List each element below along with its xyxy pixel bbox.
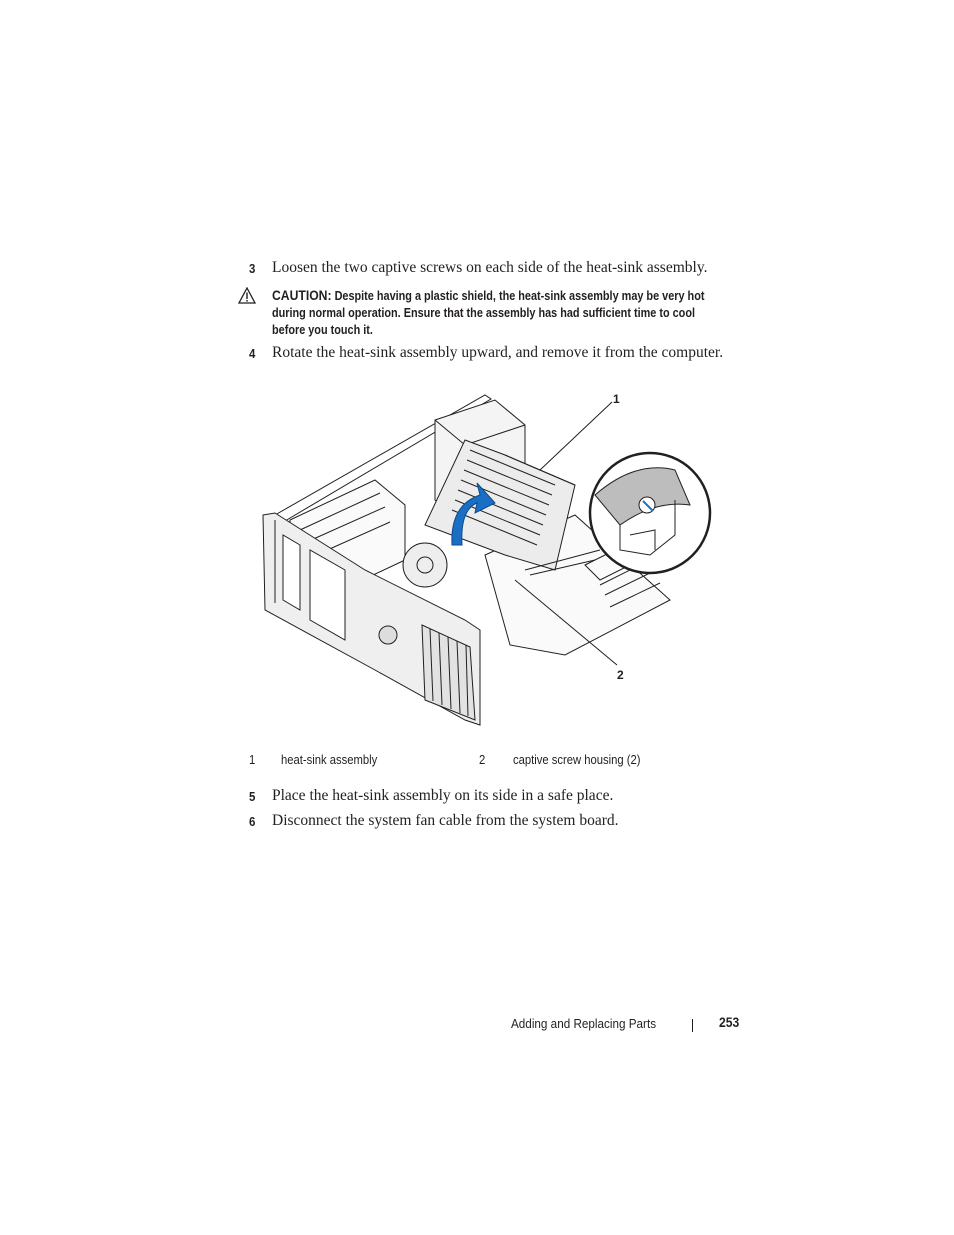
- caution-text: Despite having a plastic shield, the heat-sink assembly may be very hot during normal operation. Ensure that the assembly has had sufficient time to cool before you touch it.: [272, 289, 705, 337]
- warning-triangle-icon: [238, 287, 256, 304]
- caution-note: [272, 287, 724, 339]
- page-number: 253: [719, 1015, 740, 1030]
- heat-sink-removal-illustration: [255, 385, 725, 730]
- step-text: Disconnect the system fan cable from the system board.: [272, 812, 619, 829]
- callout-2: 2: [617, 668, 624, 682]
- legend-label: captive screw housing (2): [513, 753, 641, 767]
- legend-num: 2: [479, 753, 486, 767]
- footer-separator: [692, 1019, 693, 1032]
- legend-num: 1: [249, 753, 256, 767]
- step-text: Place the heat-sink assembly on its side in a safe place.: [272, 787, 614, 804]
- step-text: Rotate the heat-sink assembly upward, and remove it from the computer.: [272, 344, 724, 361]
- step-number: 3: [249, 261, 256, 276]
- caution-label: CAUTION:: [272, 287, 332, 303]
- step-number: 5: [249, 789, 256, 804]
- step-number: 4: [249, 346, 256, 361]
- step-number: 6: [249, 814, 256, 829]
- legend-label: heat-sink assembly: [281, 753, 378, 767]
- step-text: Loosen the two captive screws on each side of the heat-sink assembly.: [272, 259, 708, 276]
- callout-1: 1: [613, 392, 620, 406]
- footer-section-title: Adding and Replacing Parts: [511, 1016, 657, 1031]
